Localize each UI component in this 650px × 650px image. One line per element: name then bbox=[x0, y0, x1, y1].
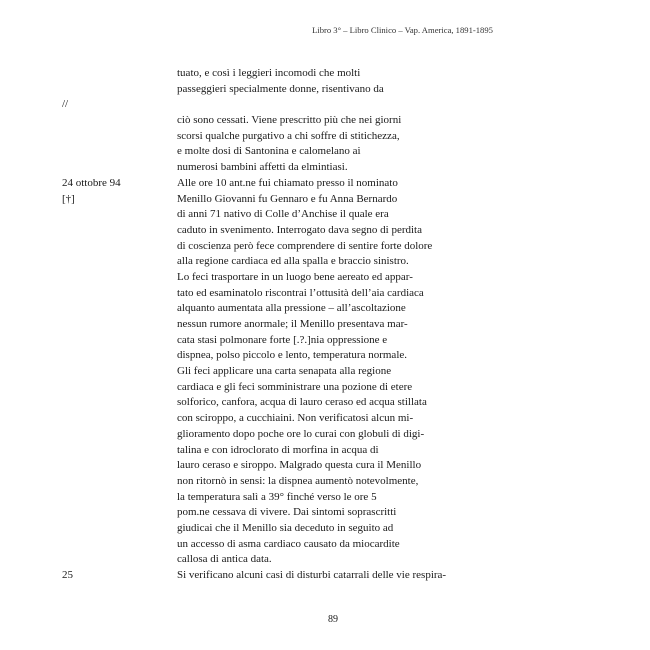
text-line: giudicai che il Menillo sia deceduto in seguito ad bbox=[177, 521, 394, 534]
text-line: non ritornò in sensi: la dispnea aumentò notevolmente, bbox=[177, 474, 419, 487]
margin-note-break: // bbox=[62, 98, 69, 110]
running-title: Libro 3° – Libro Clinico – Vap. America, 1891-1895 bbox=[312, 25, 493, 35]
text-line: passeggieri specialmente donne, risentivano da bbox=[177, 82, 384, 95]
text-line: alla regione cardiaca ed alla spalla e braccio sinistro. bbox=[177, 255, 409, 268]
text-line: callosa di antica data. bbox=[177, 553, 272, 566]
text-line: tato ed esaminatolo riscontrai l’ottusità dell’aia cardiaca bbox=[177, 286, 424, 299]
text-line: Si verificano alcuni casi di disturbi catarrali delle vie respira- bbox=[177, 569, 447, 581]
text-line: Gli feci applicare una carta senapata alla regione bbox=[177, 365, 392, 378]
text-line: tuato, e così i leggieri incomodi che molti bbox=[177, 67, 361, 79]
text-line: Alle ore 10 ant.ne fui chiamato presso il nominato bbox=[177, 176, 398, 189]
text-line: dispnea, polso piccolo e lento, temperatura normale. bbox=[177, 349, 408, 362]
text-line: di anni 71 nativo di Colle d’Anchise il quale era bbox=[177, 208, 389, 221]
text-line: Lo feci trasportare in un luogo bene aereato ed appar- bbox=[177, 270, 413, 283]
text-line: cardiaca e gli feci somministrare una pozione di etere bbox=[177, 380, 413, 393]
margin-note-death-mark: [†] bbox=[62, 193, 75, 205]
text-block bbox=[177, 66, 477, 584]
text-line: nessun rumore anormale; il Menillo presentava mar- bbox=[177, 318, 408, 330]
text-line: con sciroppo, a cucchiaini. Non verificatosi alcun mi- bbox=[177, 412, 414, 425]
text-line: solforico, canfora, acqua di lauro ceraso ed acqua stillata bbox=[177, 396, 427, 409]
text-line: pom.ne cessava di vivere. Dai sintomi soprascritti bbox=[177, 506, 397, 519]
text-line: un accesso di asma cardiaco causato da miocardite bbox=[177, 537, 400, 550]
text-line: scorsi qualche purgativo a chi soffre di stitichezza, bbox=[177, 129, 400, 142]
page-number: 89 bbox=[328, 614, 338, 625]
text-line: e molte dosi di Santonina e calomelano ai bbox=[177, 145, 361, 158]
page-footer bbox=[0, 614, 650, 625]
running-head bbox=[0, 25, 650, 35]
margin-note-date: 24 ottobre 94 bbox=[62, 177, 121, 189]
text-line: la temperatura salì a 39° finché verso le ore 5 bbox=[177, 490, 377, 503]
text-line-blank bbox=[177, 97, 477, 113]
text-line: glioramento dopo poche ore lo curai con globuli di digi- bbox=[177, 427, 425, 440]
text-line: talina e con idroclorato di morfina in acqua di bbox=[177, 443, 379, 456]
margin-note-day: 25 bbox=[62, 569, 73, 581]
text-line: lauro ceraso e siroppo. Malgrado questa cura il Menillo bbox=[177, 459, 422, 472]
text-line: ciò sono cessati. Viene prescritto più che nei giorni bbox=[177, 114, 402, 127]
text-line: Menillo Giovanni fu Gennaro e fu Anna Bernardo bbox=[177, 192, 398, 205]
text-line: cata stasi polmonare forte [.?.]nia oppressione e bbox=[177, 333, 388, 346]
text-line: caduto in svenimento. Interrogato dava segno di perdita bbox=[177, 223, 422, 236]
text-line: alquanto aumentata alla pressione – all’ascoltazione bbox=[177, 302, 406, 315]
text-line: numerosi bambini affetti da elmintiasi. bbox=[177, 161, 348, 174]
text-line: di coscienza però fece comprendere di sentire forte dolore bbox=[177, 239, 433, 252]
